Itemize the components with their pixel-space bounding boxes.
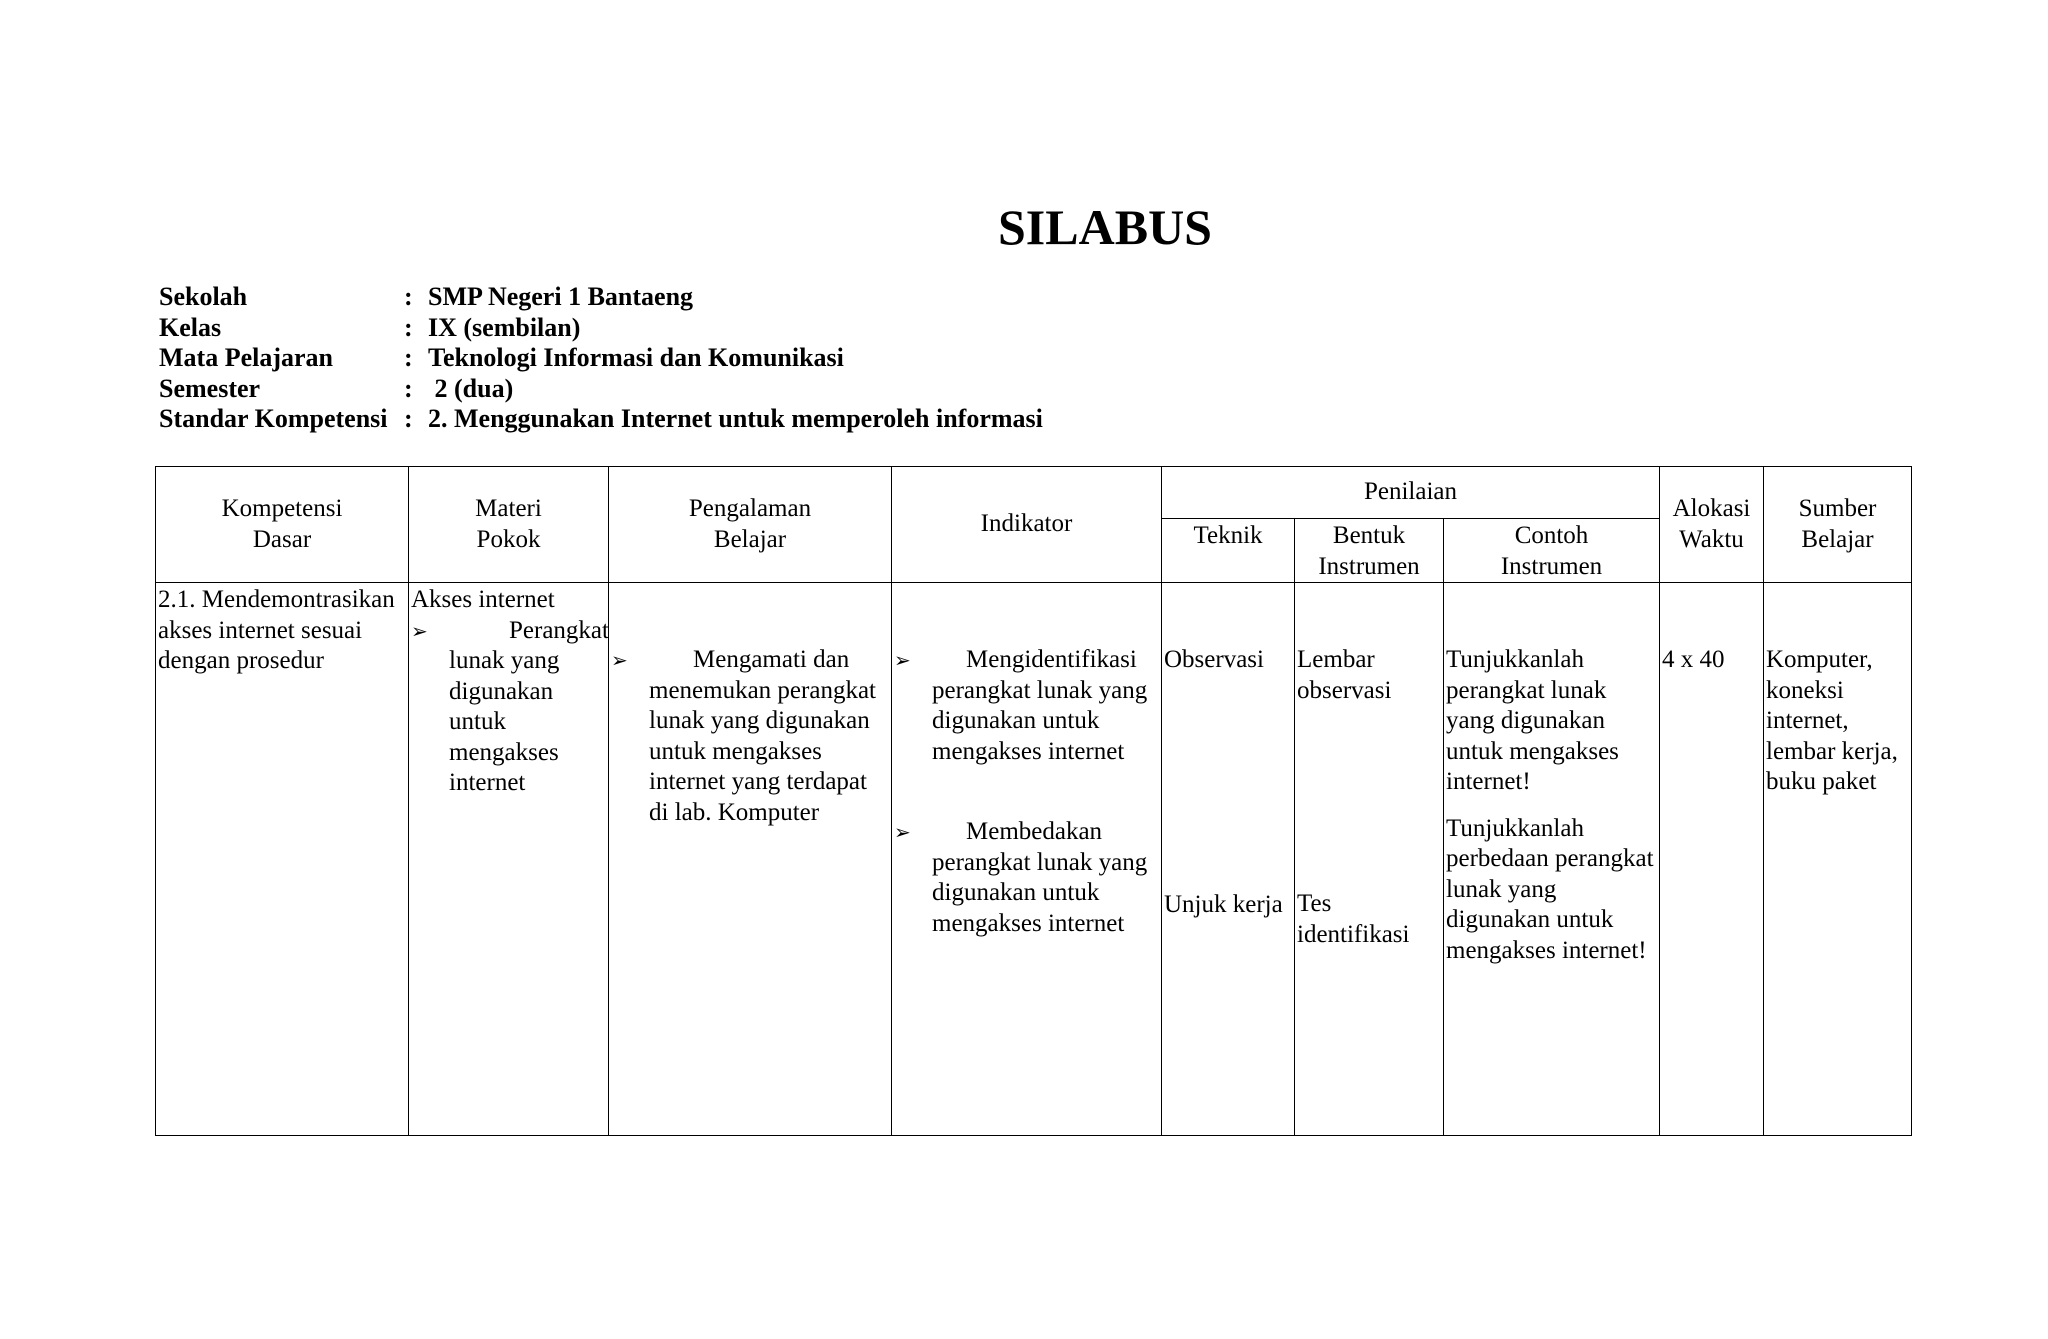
cell-materi-pokok [409,583,609,1136]
header-text: Instrumen [1318,552,1420,580]
header-materi-pokok [409,467,609,583]
meta-label: Sekolah [159,282,248,311]
header-text: Penilaian [1363,478,1458,506]
header-text: Pengalaman [688,495,812,522]
cell-text: Unjuk kerja [1164,890,1283,918]
header-text: Indikator [980,510,1073,538]
header-text: Contoh [1514,522,1589,549]
materi-title: Akses internet [411,586,555,613]
meta-value: IX (sembilan) [428,312,581,342]
meta-value: 2. Menggunakan Internet untuk memperoleh informasi [428,404,1043,433]
header-alokasi-waktu [1660,467,1764,583]
cell-kompetensi-dasar [156,583,409,1136]
cell-text: 4 x 40 [1662,646,1725,673]
header-kompetensi-dasar [156,467,409,583]
header-text: Teknik [1193,522,1263,549]
cell-teknik [1162,583,1295,1136]
header-indikator [892,467,1162,583]
list-item [611,645,889,828]
cell-text: Tunjukkanlah perangkat lunak yang digunakan untuk mengakses internet! [1446,646,1619,795]
header-sumber-belajar [1764,467,1912,583]
arrow-bullet-icon: ➢ [411,618,428,643]
list-item [894,817,1159,939]
header-text: Waktu [1679,525,1744,553]
header-text: Belajar [713,525,787,553]
arrow-bullet-icon: ➢ [611,648,628,672]
meta-colon: : [404,343,413,372]
cell-text: Tes identifikasi [1297,890,1410,948]
header-contoh-instrumen [1444,519,1660,583]
header-text: Alokasi [1672,495,1751,522]
cell-text: 2.1. Mendemontrasikan akses internet sesuai dengan prosedur [158,586,395,674]
header-text: Instrumen [1500,552,1603,580]
cell-text: Mengamati dan menemukan perangkat lunak yang digunakan untuk mengakses internet yang terdapat di lab. Komputer [649,646,876,826]
cell-text: Mengidentifikasi perangkat lunak yang digunakan untuk mengakses internet [932,646,1148,765]
page-title: SILABUS [998,199,1212,255]
cell-indikator [892,583,1162,1136]
cell-text: Membedakan perangkat lunak yang digunakan untuk mengakses internet [932,818,1148,937]
meta-colon: : [404,373,413,403]
cell-text: Observasi [1164,646,1264,673]
cell-contoh-instrumen [1444,583,1660,1136]
meta-colon: : [404,282,413,311]
meta-colon: : [404,404,413,433]
cell-text: Tunjukkanlah perbedaan perangkat lunak yang digunakan untuk mengakses internet! [1446,814,1654,964]
meta-row-sekolah [159,282,1043,313]
meta-label: Standar Kompetensi [159,404,388,433]
meta-label: Mata Pelajaran [159,343,334,372]
header-pengalaman-belajar [609,467,892,583]
cell-pengalaman-belajar [609,583,892,1136]
syllabus-table [155,466,1912,1136]
meta-row-semester [159,374,1043,405]
header-text: Bentuk [1332,522,1406,549]
meta-row-kelas [159,313,1043,344]
header-text: Pokok [476,525,541,553]
cell-text: Komputer, koneksi internet, lembar kerja, buku paket [1766,646,1898,795]
header-bentuk-instrumen [1295,519,1444,583]
meta-value: 2 (dua) [428,373,514,403]
cell-bentuk-instrumen [1295,583,1444,1136]
arrow-bullet-icon: ➢ [894,648,911,672]
cell-alokasi-waktu [1660,583,1764,1136]
header-text: Belajar [1801,525,1874,553]
table-row [156,583,1912,1136]
meta-row-standar-kompetensi [159,404,1043,435]
meta-row-mata-pelajaran [159,343,1043,374]
header-text: Dasar [252,525,312,553]
meta-value: SMP Negeri 1 Bantaeng [428,282,694,311]
cell-text: Lembar observasi [1297,646,1392,704]
syllabus-identity [159,282,1043,435]
header-text: Materi [475,495,542,522]
header-teknik [1162,519,1295,583]
arrow-bullet-icon: ➢ [894,820,911,844]
meta-label: Kelas [159,312,222,342]
header-text: Sumber [1798,495,1877,522]
header-penilaian [1162,467,1660,519]
meta-value: Teknologi Informasi dan Komunikasi [428,343,844,372]
list-item [411,616,609,799]
cell-sumber-belajar [1764,583,1912,1136]
header-text: Kompetensi [221,495,343,522]
list-item [894,645,1159,767]
meta-colon: : [404,312,413,342]
cell-text: Perangkat lunak yang digunakan untuk mengakses internet [449,616,609,796]
meta-label: Semester [159,373,261,403]
